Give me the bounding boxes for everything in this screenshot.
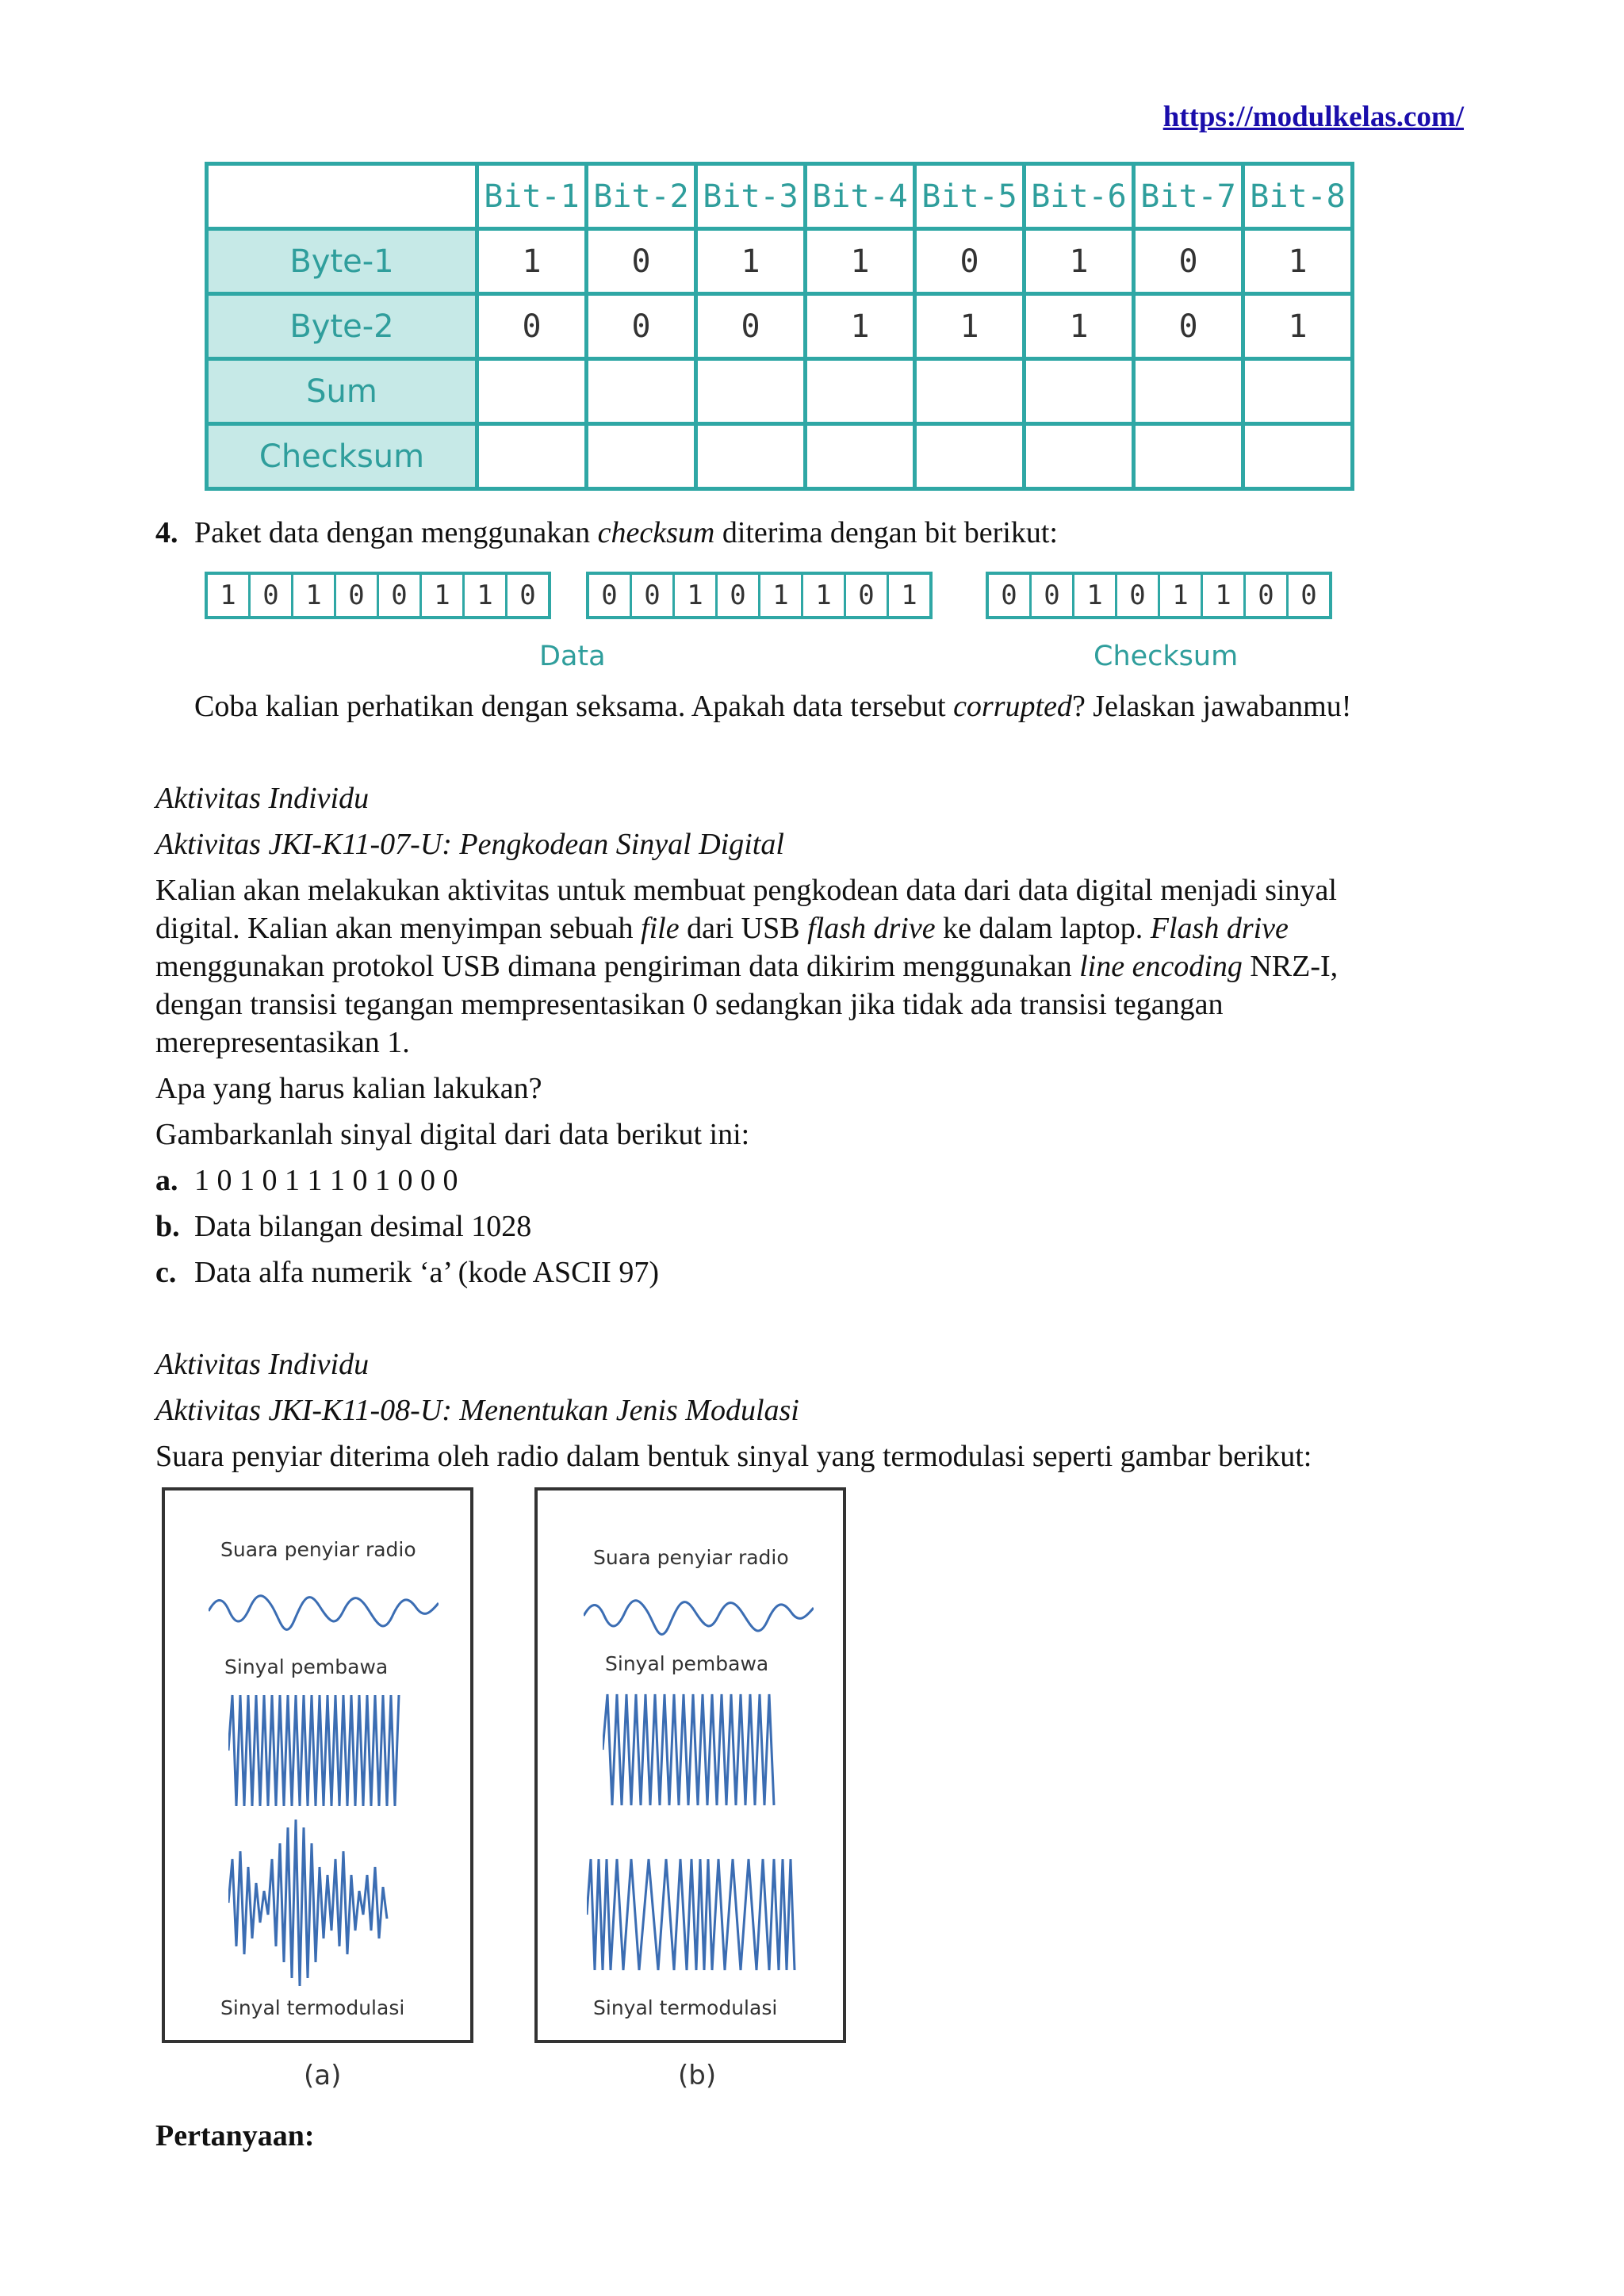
bit: 0: [336, 575, 379, 616]
bit: 0: [989, 575, 1032, 616]
bit: 0: [632, 575, 675, 616]
section-heading: Pertanyaan:: [155, 2119, 315, 2152]
bit: 1: [803, 575, 846, 616]
table-cell: 1: [1243, 229, 1353, 294]
table-cell: [1025, 359, 1134, 424]
bit: 0: [1117, 575, 1160, 616]
bit: 1: [293, 575, 336, 616]
col-header: Bit-4: [806, 164, 915, 229]
table-cell: 0: [587, 294, 696, 359]
table-row: [207, 229, 1353, 294]
bit: 1: [760, 575, 803, 616]
col-header: Bit-2: [587, 164, 696, 229]
modulated-signal-wave: [587, 1855, 797, 1974]
fm-wave-path: [587, 1859, 795, 1970]
question-number: 4.: [155, 516, 178, 549]
col-header: Bit-3: [696, 164, 806, 229]
bit: 1: [1160, 575, 1203, 616]
bit: 1: [675, 575, 718, 616]
voice-wave-path: [584, 1601, 814, 1635]
bit: 0: [519, 580, 536, 611]
table-cell: 1: [1025, 229, 1134, 294]
table-header-row: [207, 164, 1353, 229]
data-bits-group-2: [586, 572, 933, 619]
col-header: Bit-8: [1243, 164, 1353, 229]
col-header: Bit-7: [1134, 164, 1243, 229]
col-header: Bit-5: [915, 164, 1025, 229]
bit: 1: [465, 575, 508, 616]
source-link[interactable]: https://modulkelas.com/: [1162, 101, 1464, 133]
bit: 1: [901, 580, 917, 611]
paragraph-line: Suara penyiar diterima oleh radio dalam bentuk sinyal yang termodulasi seperti gambar berikut:: [155, 1440, 1312, 1473]
paragraph-line: menggunakan protokol USB dimana pengiriman data dikirim menggunakan line encoding NRZ-I,: [155, 950, 1339, 983]
figure-caption: (a): [304, 2060, 342, 2091]
paragraph-line: digital. Kalian akan menyimpan sebuah file dari USB flash drive ke dalam laptop. Flash drive: [155, 912, 1289, 945]
paragraph-line: dengan transisi tegangan mempresentasikan 0 sedangkan jika tidak ada transisi tegangan: [155, 988, 1224, 1021]
list-mark: c.: [155, 1256, 177, 1289]
table-row: [207, 294, 1353, 359]
row-header: Checksum: [207, 424, 477, 489]
table-cell: [1243, 359, 1353, 424]
voice-signal-wave: [209, 1579, 439, 1635]
row-header: Byte-1: [207, 229, 477, 294]
figure-fm: [534, 1487, 846, 2043]
carrier-wave-path: [228, 1695, 399, 1806]
table-cell: 1: [1025, 294, 1134, 359]
question-follow-up: Coba kalian perhatikan dengan seksama. Apakah data tersebut corrupted? Jelaskan jawabanmu!: [194, 690, 1352, 723]
paragraph-line: Apa yang harus kalian lakukan?: [155, 1072, 542, 1105]
table-cell: [1134, 424, 1243, 489]
bit: 1: [208, 575, 251, 616]
bit: 0: [251, 575, 293, 616]
table-cell: [587, 359, 696, 424]
table-cell: 1: [477, 229, 587, 294]
table-cell: 1: [696, 229, 806, 294]
data-label: Data: [539, 641, 606, 672]
table-cell: 0: [587, 229, 696, 294]
checksum-table: [205, 162, 1354, 491]
list-item: Data alfa numerik ‘a’ (kode ASCII 97): [194, 1256, 659, 1289]
table-cell: 0: [696, 294, 806, 359]
bit: 1: [422, 575, 465, 616]
paragraph-line: merepresentasikan 1.: [155, 1026, 410, 1059]
table-cell: 1: [806, 229, 915, 294]
table-cell: 0: [477, 294, 587, 359]
checksum-label: Checksum: [1094, 641, 1239, 672]
bit: 0: [846, 575, 889, 616]
table-cell: [1134, 359, 1243, 424]
voice-signal-wave: [584, 1584, 814, 1640]
bit: 1: [1203, 575, 1246, 616]
list-item: 1 0 1 0 1 1 1 0 1 0 0 0: [194, 1164, 458, 1197]
table-cell: [915, 359, 1025, 424]
bit: 0: [379, 575, 422, 616]
list-item: Data bilangan desimal 1028: [194, 1210, 532, 1243]
table-cell: 0: [1134, 229, 1243, 294]
bit: 1: [1074, 575, 1117, 616]
activity-kind: Aktivitas Individu: [155, 1348, 370, 1381]
voice-wave-path: [209, 1596, 439, 1630]
table-row: [207, 424, 1353, 489]
figure-caption: (b): [678, 2060, 717, 2091]
table-cell: [1025, 424, 1134, 489]
row-header: Byte-2: [207, 294, 477, 359]
table-cell: [806, 424, 915, 489]
figure-text: Suara penyiar radio: [220, 1538, 416, 1561]
table-cell: [696, 359, 806, 424]
figure-text: Sinyal pembawa: [224, 1655, 389, 1678]
activity-title: Aktivitas JKI-K11-07-U: Pengkodean Sinyal Digital: [155, 828, 784, 861]
activity-kind: Aktivitas Individu: [155, 782, 370, 815]
paragraph-line: Kalian akan melakukan aktivitas untuk membuat pengkodean data dari data digital menjadi sinyal: [155, 874, 1337, 907]
bit: 0: [1300, 580, 1317, 611]
carrier-signal-wave: [228, 1691, 403, 1810]
table-row: [207, 359, 1353, 424]
table-cell: [1243, 424, 1353, 489]
activity-title: Aktivitas JKI-K11-08-U: Menentukan Jenis Modulasi: [155, 1394, 799, 1427]
bit: 0: [1246, 575, 1289, 616]
table-cell: [696, 424, 806, 489]
row-header: Sum: [207, 359, 477, 424]
table-cell: 1: [1243, 294, 1353, 359]
table-cell: [915, 424, 1025, 489]
figure-text: Suara penyiar radio: [593, 1546, 789, 1569]
col-header: Bit-6: [1025, 164, 1134, 229]
list-mark: b.: [155, 1210, 180, 1243]
table-cell: [477, 424, 587, 489]
figure-am: [162, 1487, 473, 2043]
bit: 0: [1032, 575, 1074, 616]
table-cell: 0: [1134, 294, 1243, 359]
bit: 0: [589, 575, 632, 616]
checksum-bits-group: [986, 572, 1332, 619]
am-wave-path: [228, 1820, 387, 1986]
table-cell: [806, 359, 915, 424]
modulated-signal-wave: [228, 1812, 419, 1994]
table-cell: [477, 359, 587, 424]
table-cell: [587, 424, 696, 489]
question-text: Paket data dengan menggunakan checksum diterima dengan bit berikut:: [194, 516, 1058, 549]
data-bits-group-1: [205, 572, 551, 619]
figure-text: Sinyal termodulasi: [593, 1996, 778, 2019]
table-cell: 1: [915, 294, 1025, 359]
bit: 0: [718, 575, 760, 616]
carrier-wave-path: [603, 1694, 774, 1805]
figure-text: Sinyal termodulasi: [220, 1996, 405, 2019]
table-cell: 0: [915, 229, 1025, 294]
paragraph-line: Gambarkanlah sinyal digital dari data berikut ini:: [155, 1118, 750, 1151]
list-mark: a.: [155, 1164, 178, 1197]
table-corner-cell: [207, 164, 477, 229]
col-header: Bit-1: [477, 164, 587, 229]
carrier-signal-wave: [603, 1690, 777, 1809]
table-cell: 1: [806, 294, 915, 359]
figure-text: Sinyal pembawa: [605, 1652, 769, 1675]
